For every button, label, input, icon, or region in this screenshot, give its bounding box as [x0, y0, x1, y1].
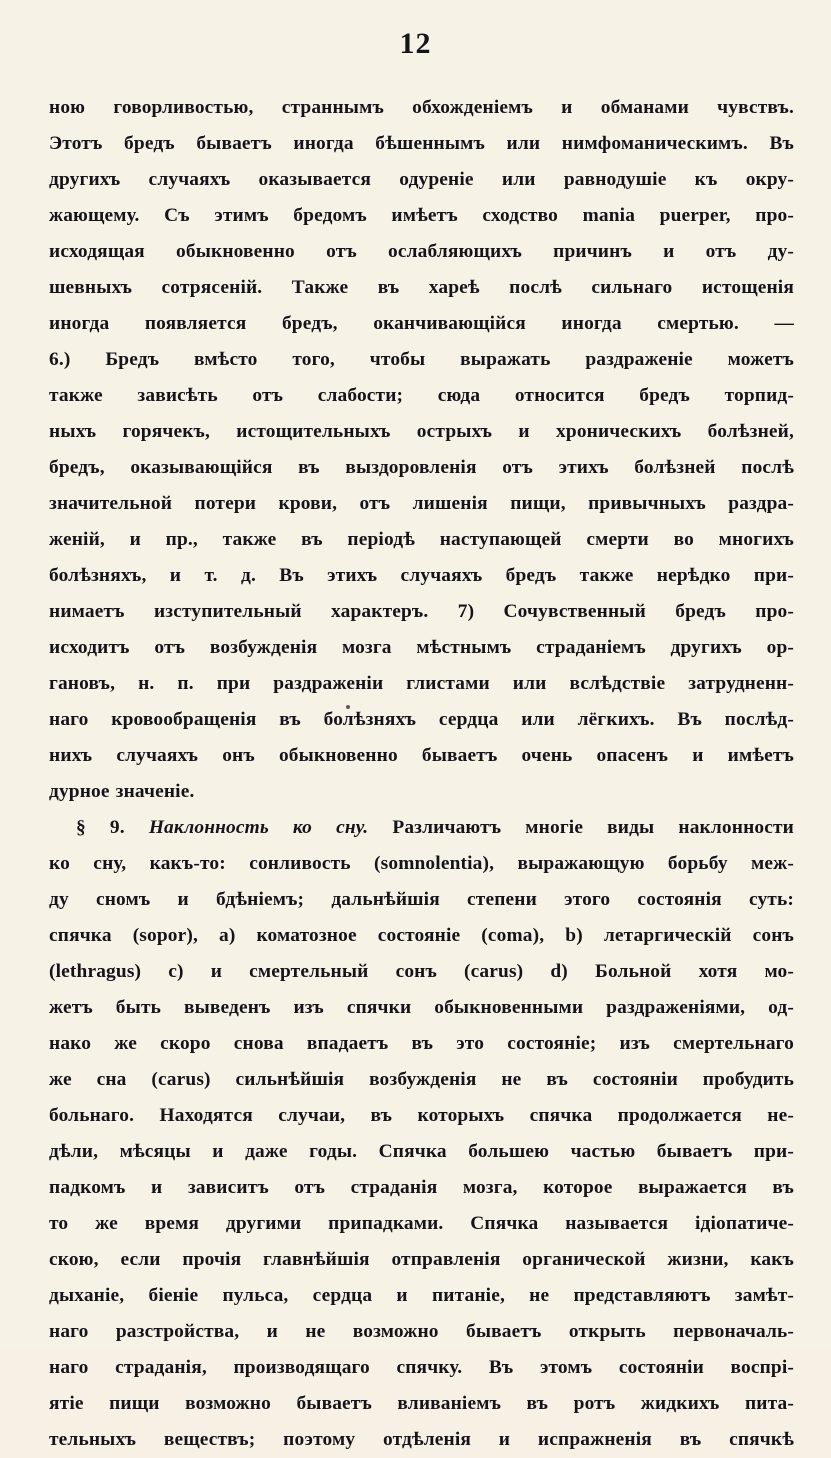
text-line-4: жающему. Съ этимъ бредомъ имѣетъ сходство mania puerper, про-	[49, 205, 794, 226]
section-line-12: скою, если прочія главнѣйшія отправленія органической жизни, какъ	[49, 1249, 794, 1270]
section-line-4: (lethragus) c) и смертельный сонъ (carus) d) Больной хотя мо-	[49, 961, 794, 982]
text-line-5: исходящая обыкновенно отъ ослабляющихъ причинъ и отъ ду-	[49, 241, 794, 262]
section-first-line-rest: Различаютъ многіе виды наклонности	[392, 817, 794, 838]
text-line-11: бредъ, оказывающійся въ выздоровленія отъ этихъ болѣзней послѣ	[49, 457, 794, 478]
section-line-2: ду сномъ и бдѣніемъ; дальнѣйшія степени этого состоянія суть:	[49, 889, 794, 910]
section-heading-line	[49, 810, 794, 846]
text-line-12: значительной потери крови, отъ лишенія пищи, привычныхъ раздра-	[49, 493, 794, 514]
text-line-3: другихъ случаяхъ оказывается одуреніе или равнодушіе къ окру-	[49, 169, 794, 190]
text-line-18: наго кровообращенія въ болѣзняхъ сердца или лёгкихъ. Въ послѣд-	[49, 709, 794, 730]
section-line-9: дѣли, мѣсяцы и даже годы. Спячка большею частью бываетъ при-	[49, 1141, 794, 1162]
section-line-7: же сна (carus) сильнѣйшія возбужденія не въ состояніи пробудить	[49, 1069, 794, 1090]
section-line-13: дыханіе, біеніе пульса, сердца и питаніе, не представляютъ замѣт-	[49, 1285, 794, 1306]
text-line-13: женій, и пр., также въ періодѣ наступающей смерти во многихъ	[49, 529, 794, 550]
text-line-2: Этотъ бредъ бываетъ иногда бѣшеннымъ или нимфоманическимъ. Въ	[49, 133, 794, 154]
page-text	[49, 90, 794, 1458]
section-line-15: наго страданія, производящаго спячку. Въ этомъ состояніи воспрі-	[49, 1357, 794, 1378]
section-line-6: нако же скоро снова впадаетъ въ это состояніе; изъ смертельнаго	[49, 1033, 794, 1054]
text-line-16: исходитъ отъ возбужденія мозга мѣстнымъ страданіемъ другихъ ор-	[49, 637, 794, 658]
text-line-19: нихъ случаяхъ онъ обыкновенно бываетъ очень опасенъ и имѣетъ	[49, 745, 794, 766]
text-line-8: 6.) Бредъ вмѣсто того, чтобы выражать раздраженіе можетъ	[49, 349, 794, 370]
text-line-9: также зависѣть отъ слабости; сюда относится бредъ торпид-	[49, 385, 794, 406]
text-line-20: дурное значеніе.	[49, 781, 195, 802]
section-line-10: падкомъ и зависитъ отъ страданія мозга, которое выражается въ	[49, 1177, 794, 1198]
section-line-11: то же время другими припадками. Спячка называется ідіопатиче-	[49, 1213, 794, 1234]
section-line-8: больнаго. Находятся случаи, въ которыхъ спячка продолжается не-	[49, 1105, 794, 1126]
text-line-14: болѣзняхъ, и т. д. Въ этихъ случаяхъ бредъ также нерѣдко при-	[49, 565, 794, 586]
section-line-3: спячка (sopor), a) коматозное состояніе (coma), b) летаргическій сонъ	[49, 925, 794, 946]
section-line-17: тельныхъ веществъ; поэтому отдѣленія и испражненія въ спячкѣ	[49, 1429, 794, 1450]
section-number: § 9.	[76, 817, 125, 838]
section-line-1: ко сну, какъ-то: сонливость (somnolentia), выражающую борьбу меж-	[49, 853, 794, 874]
text-line-6: шевныхъ сотрясеній. Также въ хареѣ послѣ сильнаго истощенія	[49, 277, 794, 298]
text-line-7: иногда появляется бредъ, оканчивающійся иногда смертью. —	[49, 313, 794, 334]
section-line-14: наго разстройства, и не возможно бываетъ открыть первоначаль-	[49, 1321, 794, 1342]
page-number: 12	[399, 27, 432, 60]
text-line-10: ныхъ горячекъ, истощительныхъ острыхъ и хроническихъ болѣзней,	[49, 421, 794, 442]
section-line-16: ятіе пищи возможно бываетъ вливаніемъ въ ротъ жидкихъ пита-	[49, 1393, 794, 1414]
section-title: Наклонность ко сну.	[148, 817, 369, 838]
text-line-1: ною говорливостью, страннымъ обхожденіемъ и обманами чувствъ.	[49, 97, 794, 118]
section-line-5: жетъ быть выведенъ изъ спячки обыкновенными раздраженіями, од-	[49, 997, 794, 1018]
text-line-17: гановъ, н. п. при раздраженіи глистами или вслѣдствіе затрудненн-	[49, 673, 794, 694]
text-line-15: нимаетъ изступительный характеръ. 7) Сочувственный бредъ про-	[49, 601, 794, 622]
